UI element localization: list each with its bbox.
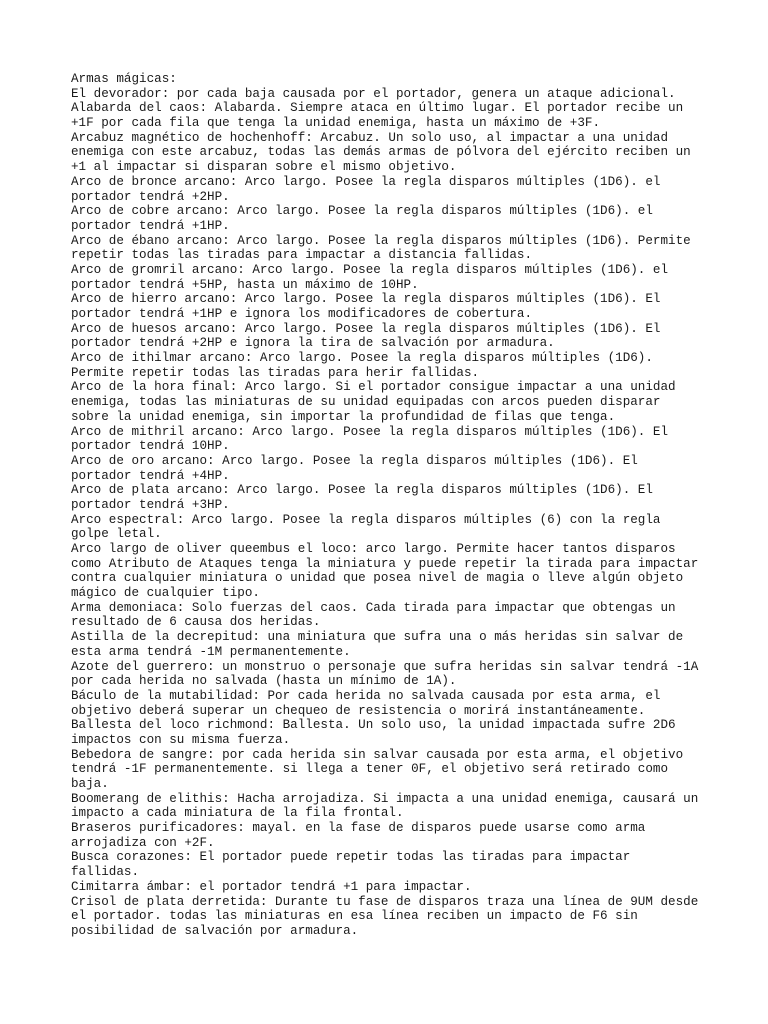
text-line: esta arma tendrá -1M permanentemente. [71, 644, 351, 659]
text-line: Arco de ébano arcano: Arco largo. Posee la regla disparos múltiples (1D6). Permite [71, 233, 691, 248]
text-line: Arco de oro arcano: Arco largo. Posee la regla disparos múltiples (1D6). El [71, 453, 638, 468]
text-line: contra cualquier miniatura o unidad que posea nivel de magia o lleve algún objeto [71, 571, 684, 586]
text-line: portador tendrá +5HP, hasta un máximo de 10HP. [71, 277, 419, 292]
text-line: Azote del guerrero: un monstruo o personaje que sufra heridas sin salvar tendrá -1A [71, 659, 699, 674]
text-line: objetivo deberá superar un chequeo de resistencia o morirá instantáneamente. [71, 703, 646, 718]
text-line: Ballesta del loco richmond: Ballesta. Un solo uso, la unidad impactada sufre 2D6 [71, 718, 676, 733]
text-line: portador tendrá +4HP. [71, 468, 230, 483]
text-line: resultado de 6 causa dos heridas. [71, 615, 321, 630]
text-line: +1 al impactar si disparan sobre el mismo objetivo. [71, 160, 457, 175]
text-line: como Atributo de Ataques tenga la miniatura y puede repetir la tirada para impactar [71, 556, 699, 571]
text-line: Báculo de la mutabilidad: Por cada herida no salvada causada por esta arma, el [71, 688, 661, 703]
text-line: Permite repetir todas las tiradas para herir fallidas. [71, 365, 480, 380]
text-line: +1F por cada fila que tenga la unidad enemiga, hasta un máximo de +3F. [71, 116, 601, 131]
text-line: enemiga, todas las miniaturas de su unidad equipadas con arcos pueden disparar [71, 395, 661, 410]
text-line: portador tendrá +1HP. [71, 218, 230, 233]
text-line: Arco de huesos arcano: Arco largo. Posee la regla disparos múltiples (1D6). El [71, 321, 661, 336]
text-line: golpe letal. [71, 527, 162, 542]
text-line: impacto a cada miniatura de la fila frontal. [71, 806, 404, 821]
text-line: Arco de bronce arcano: Arco largo. Posee la regla disparos múltiples (1D6). el [71, 174, 661, 189]
text-line: portador tendrá +1HP e ignora los modificadores de cobertura. [71, 307, 533, 321]
text-line: portador tendrá +3HP. [71, 497, 230, 512]
text-line: Boomerang de elithis: Hacha arrojadiza. Si impacta a una unidad enemiga, causará un [71, 791, 699, 806]
text-line: Arco espectral: Arco largo. Posee la regla disparos múltiples (6) con la regla [71, 512, 661, 527]
text-line: fallidas. [71, 865, 140, 880]
text-line: impactos con su misma fuerza. [71, 732, 291, 747]
text-line: Arco de la hora final: Arco largo. Si el portador consigue impactar a una unidad [71, 380, 676, 395]
text-line: posibilidad de salvación por armadura. [71, 923, 359, 938]
text-line: arrojadiza con +2F. [71, 835, 215, 850]
text-line: Cimitarra ámbar: el portador tendrá +1 para impactar. [71, 879, 472, 894]
text-line: Arco de plata arcano: Arco largo. Posee la regla disparos múltiples (1D6). El [71, 483, 653, 498]
text-line: Astilla de la decrepitud: una miniatura que sufra una o más heridas sin salvar de [71, 630, 684, 645]
text-line: sobre la unidad enemiga, sin importar la profundidad de filas que tenga. [71, 409, 616, 424]
text-line: baja. [71, 777, 109, 791]
text-line: Arco de gromril arcano: Arco largo. Posee la regla disparos múltiples (1D6). el [71, 262, 669, 277]
text-line: portador tendrá +2HP e ignora la tira de salvación por armadura. [71, 336, 555, 351]
text-line: Arco de hierro arcano: Arco largo. Posee la regla disparos múltiples (1D6). El [71, 292, 661, 307]
text-line: Arma demoniaca: Solo fuerzas del caos. Cada tirada para impactar que obtengas un [71, 600, 676, 615]
text-line: enemiga con este arcabuz, todas las demás armas de pólvora del ejército reciben un [71, 145, 691, 160]
text-line: Arco de cobre arcano: Arco largo. Posee la regla disparos múltiples (1D6). el [71, 204, 653, 219]
text-line: el portador. todas las miniaturas en esa línea reciben un impacto de F6 sin [71, 909, 638, 924]
text-line: Arcabuz magnético de hochenhoff: Arcabuz. Un solo uso, al impactar a una unidad [71, 130, 669, 145]
document-heading: Armas mágicas: [71, 72, 177, 86]
text-line: Arco de mithril arcano: Arco largo. Posee la regla disparos múltiples (1D6). El [71, 424, 669, 439]
text-line: repetir todas las tiradas para impactar a distancia fallidas. [71, 248, 533, 263]
text-line: portador tendrá 10HP. [71, 439, 230, 454]
text-line: Arco de ithilmar arcano: Arco largo. Posee la regla disparos múltiples (1D6). [71, 351, 653, 366]
text-line: Busca corazones: El portador puede repetir todas las tiradas para impactar [71, 850, 631, 865]
text-line: portador tendrá +2HP. [71, 189, 230, 204]
text-line: Alabarda del caos: Alabarda. Siempre ataca en último lugar. El portador recibe un [71, 101, 684, 116]
text-line: El devorador: por cada baja causada por el portador, genera un ataque adicional. [71, 86, 676, 101]
document-body [71, 72, 731, 939]
text-line: Braseros purificadores: mayal. en la fase de disparos puede usarse como arma [71, 821, 646, 836]
text-line: Bebedora de sangre: por cada herida sin salvar causada por esta arma, el objetivo [71, 747, 684, 762]
text-line: por cada herida no salvada (hasta un mínimo de 1A). [71, 674, 457, 689]
text-line: mágico de cualquier tipo. [71, 586, 260, 601]
text-line: Crisol de plata derretida: Durante tu fase de disparos traza una línea de 9UM desde [71, 894, 699, 909]
text-line: Arco largo de oliver queembus el loco: arco largo. Permite hacer tantos disparos [71, 542, 676, 556]
text-line: tendrá -1F permanentemente. si llega a tener 0F, el objetivo será retirado como [71, 762, 669, 777]
